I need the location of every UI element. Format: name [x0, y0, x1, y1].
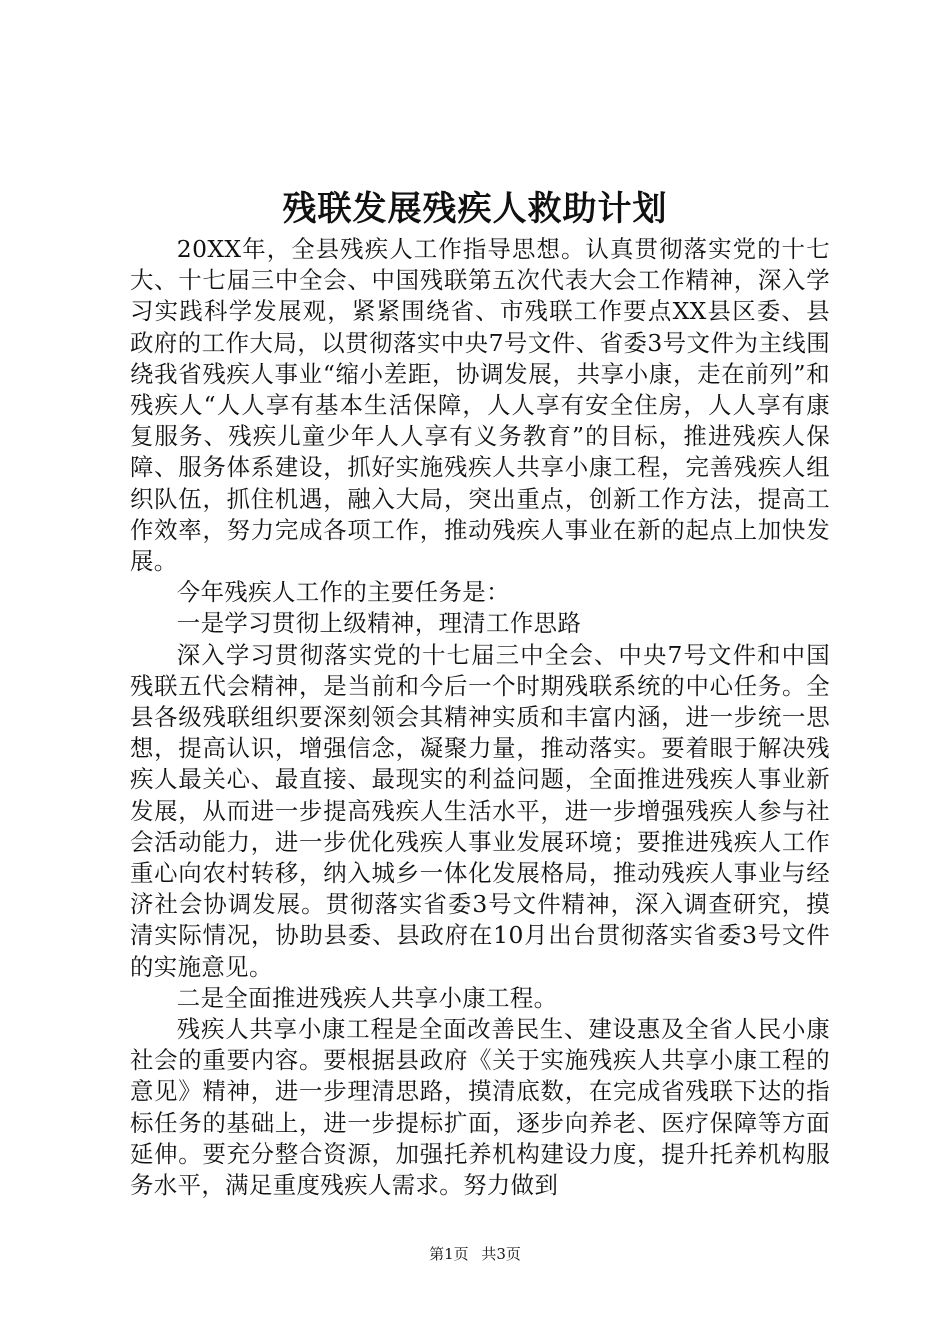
section-heading-1: 一是学习贯彻上级精神，理清工作思路 — [176, 609, 582, 638]
paragraph-main-tasks-intro: 今年残疾人工作的主要任务是： — [176, 578, 510, 607]
page-number: 第1页 — [429, 1245, 469, 1263]
page-footer — [0, 1244, 950, 1264]
section-heading-2: 二是全面推进残疾人共享小康工程。 — [176, 983, 558, 1012]
document-body — [130, 234, 830, 1201]
paragraph-section-1: 深入学习贯彻落实党的十七届三中全会、中央7号文件和中国残联五代会精神，是当前和今后一个时期残联系统的中心任务。全县各级残联组织要深刻领会其精神实质和丰富内涵，进一步统一思想，提高认识，增强信念，凝聚力量，推动落实。要着眼于解决残疾人最关心、最直接、最现实的利益问题，全面推进残疾人事业新发展，从而进一步提高残疾人生活水平，进一步增强残疾人参与社会活动能力，进一步优化残疾人事业发展环境；要推进残疾人工作重心向农村转移，纳入城乡一体化发展格局，推动残疾人事业与经济社会协调发展。贯彻落实省委3号文件精神，深入调查研究，摸清实际情况，协助县委、县政府在10月出台贯彻落实省委3号文件的实施意见。 — [130, 640, 830, 981]
paragraph-section-2: 残疾人共享小康工程是全面改善民生、建设惠及全省人民小康社会的重要内容。要根据县政府《关于实施残疾人共享小康工程的意见》精神，进一步理清思路，摸清底数，在完成省残联下达的指标任务的基础上，进一步提标扩面，逐步向养老、医疗保障等方面延伸。要充分整合资源，加强托养机构建设力度，提升托养机构服务水平，满足重度残疾人需求。努力做到 — [130, 1015, 830, 1200]
document-title: 残联发展残疾人救助计划 — [282, 189, 668, 229]
page-total: 共3页 — [481, 1245, 521, 1263]
paragraph-guiding-ideology: 20XX年，全县残疾人工作指导思想。认真贯彻落实党的十七大、十七届三中全会、中国残联第五次代表大会工作精神，深入学习实践科学发展观，紧紧围绕省、市残联工作要点XX县区委、县政府的工作大局，以贯彻落实中央7号文件、省委3号文件为主线围绕我省残疾人事业“缩小差距，协调发展，共享小康，走在前列”和残疾人“人人享有基本生活保障，人人享有安全住房，人人享有康复服务、残疾儿童少年人人享有义务教育”的目标，推进残疾人保障、服务体系建设，抓好实施残疾人共享小康工程，完善残疾人组织队伍，抓住机遇，融入大局，突出重点，创新工作方法，提高工作效率，努力完成各项工作，推动残疾人事业在新的起点上加快发展。 — [130, 235, 830, 576]
